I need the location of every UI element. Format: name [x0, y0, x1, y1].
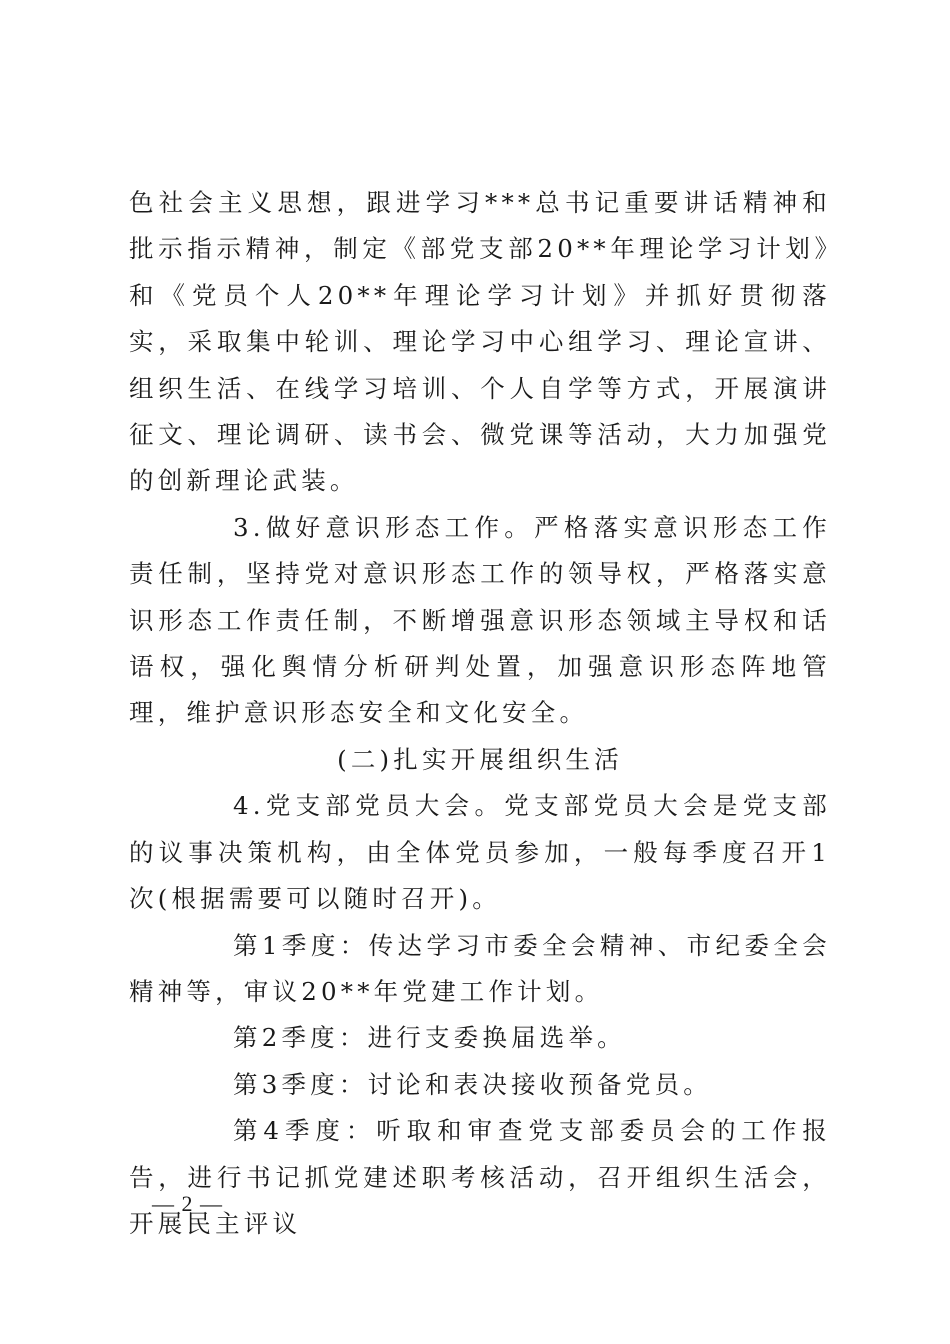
paragraph-continuation: 色社会主义思想，跟进学习***总书记重要讲话精神和批示指示精神，制定《部党支部20**年理论学习计划》和《党员个人20**年理论学习计划》并抓好贯彻落实，采取集中轮训、理论学习中心组学习、理论宣讲、组织生活、在线学习培训、个人自学等方式，开展演讲征文、理论调研、读书会、微党课等活动，大力加强党的创新理论武装。: [129, 188, 831, 496]
paragraph-quarter-2: 第2季度：进行支委换届选举。: [233, 1023, 626, 1053]
paragraph-ideology-work: 3.做好意识形态工作。严格落实意识形态工作责任制，坚持党对意识形态工作的领导权，严格落实意识形态工作责任制，不断增强意识形态领域主导权和话语权，强化舆情分析研判处置，加强意识形态阵地管理，维护意识形态安全和文化安全。: [129, 512, 831, 728]
section-heading-organization-life: (二)扎实开展组织生活: [337, 744, 623, 774]
document-body: [129, 180, 831, 1247]
paragraph-party-members-meeting: 4.党支部党员大会。党支部党员大会是党支部的议事决策机构，由全体党员参加，一般每季度召开1次(根据需要可以随时召开)。: [129, 791, 831, 914]
paragraph-quarter-1: 第1季度：传达学习市委全会精神、市纪委全会精神等，审议20**年党建工作计划。: [129, 930, 831, 1006]
page-number: — 2 —: [152, 1191, 223, 1216]
paragraph-quarter-4: 第4季度：听取和审查党支部委员会的工作报告，进行书记抓党建述职考核活动，召开组织生活会，开展民主评议: [129, 1116, 831, 1238]
paragraph-quarter-3: 第3季度：讨论和表决接收预备党员。: [233, 1069, 712, 1099]
